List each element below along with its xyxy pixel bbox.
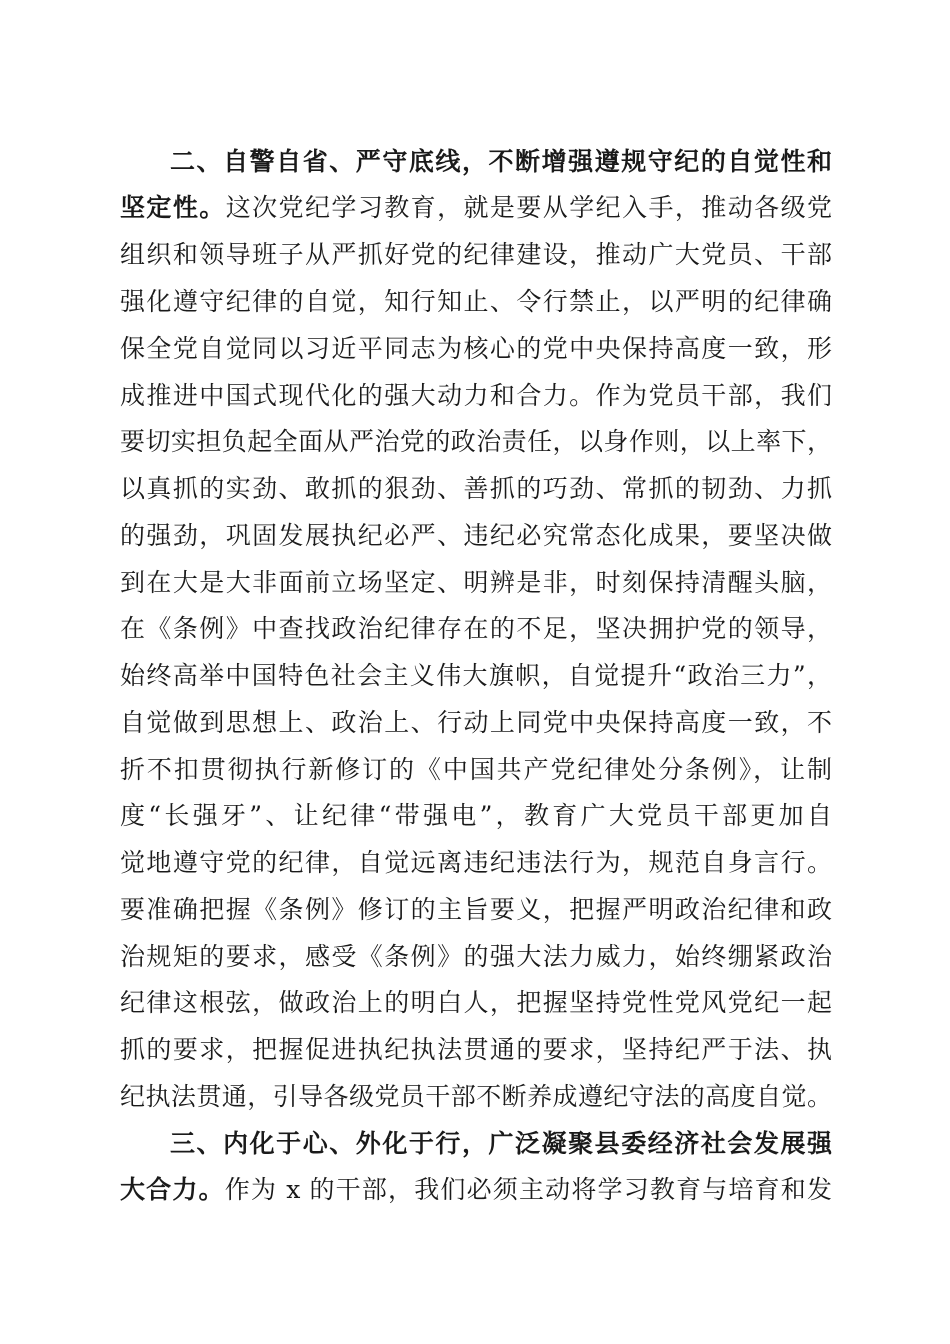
section-2-line-6: 要切实担负起全面从严治党的政治责任，以身作则，以上率下， — [120, 427, 832, 456]
section-2-line-5: 成推进中国式现代化的强大动力和合力。作为党员干部，我们 — [120, 381, 832, 410]
section-3-line-1 — [120, 1170, 832, 1210]
section-2-heading-end: 坚定性。 — [120, 193, 226, 222]
section-2-line-14: 度“长强牙”、让纪律“带强电”，教育广大党员干部更加自 — [120, 801, 832, 830]
body-text: 这次党纪学习教育，就是要从学纪入手，推动各级党 — [225, 193, 832, 222]
section-2-line-8: 的强劲，巩固发展执纪必严、违纪必究常态化成果，要坚决做 — [120, 521, 832, 550]
section-2-line-1 — [120, 188, 832, 228]
section-2-line-15: 觉地遵守党的纪律，自觉远离违纪违法行为，规范自身言行。 — [120, 848, 832, 877]
section-2-line-4: 保全党自觉同以习近平同志为核心的党中央保持高度一致，形 — [120, 334, 832, 363]
section-2-line-13: 折不扣贯彻执行新修订的《中国共产党纪律处分条例》，让制 — [120, 755, 832, 784]
section-2-line-17: 治规矩的要求，感受《条例》的强大法力威力，始终绷紧政治 — [120, 942, 832, 971]
section-2-line-19: 抓的要求，把握促进执纪执法贯通的要求，坚持纪严于法、执 — [120, 1035, 832, 1064]
section-2-line-3: 强化遵守纪律的自觉，知行知止、令行禁止，以严明的纪律确 — [120, 287, 832, 316]
section-2-line-7: 以真抓的实劲、敢抓的狠劲、善抓的巧劲、常抓的韧劲、力抓 — [120, 474, 832, 503]
section-2-line-18: 纪律这根弦，做政治上的明白人，把握坚持党性党风党纪一起 — [120, 988, 832, 1017]
section-2-line-10: 在《条例》中查找政治纪律存在的不足，坚决拥护党的领导， — [120, 614, 832, 643]
section-2-heading: 二、自警自省、严守底线，不断增强遵规守纪的自觉性和 — [170, 147, 832, 176]
section-3-heading: 三、内化于心、外化于行，广泛凝聚县委经济社会发展强 — [170, 1129, 832, 1158]
body-text: 作为 x 的干部，我们必须主动将学习教育与培育和发 — [224, 1175, 832, 1204]
section-2-line-11: 始终高举中国特色社会主义伟大旗帜，自觉提升“政治三力”， — [120, 661, 832, 690]
section-2-line-12: 自觉做到思想上、政治上、行动上同党中央保持高度一致，不 — [120, 708, 832, 737]
section-2-line-20: 纪执法贯通，引导各级党员干部不断养成遵纪守法的高度自觉。 — [120, 1082, 832, 1111]
section-2-line-2: 组织和领导班子从严抓好党的纪律建设，推动广大党员、干部 — [120, 240, 832, 269]
section-2-line-16: 要准确把握《条例》修订的主旨要义，把握严明政治纪律和政 — [120, 895, 832, 924]
section-3-heading-end: 大合力。 — [120, 1175, 225, 1204]
section-2-line-9: 到在大是大非面前立场坚定、明辨是非，时刻保持清醒头脑， — [120, 568, 832, 597]
